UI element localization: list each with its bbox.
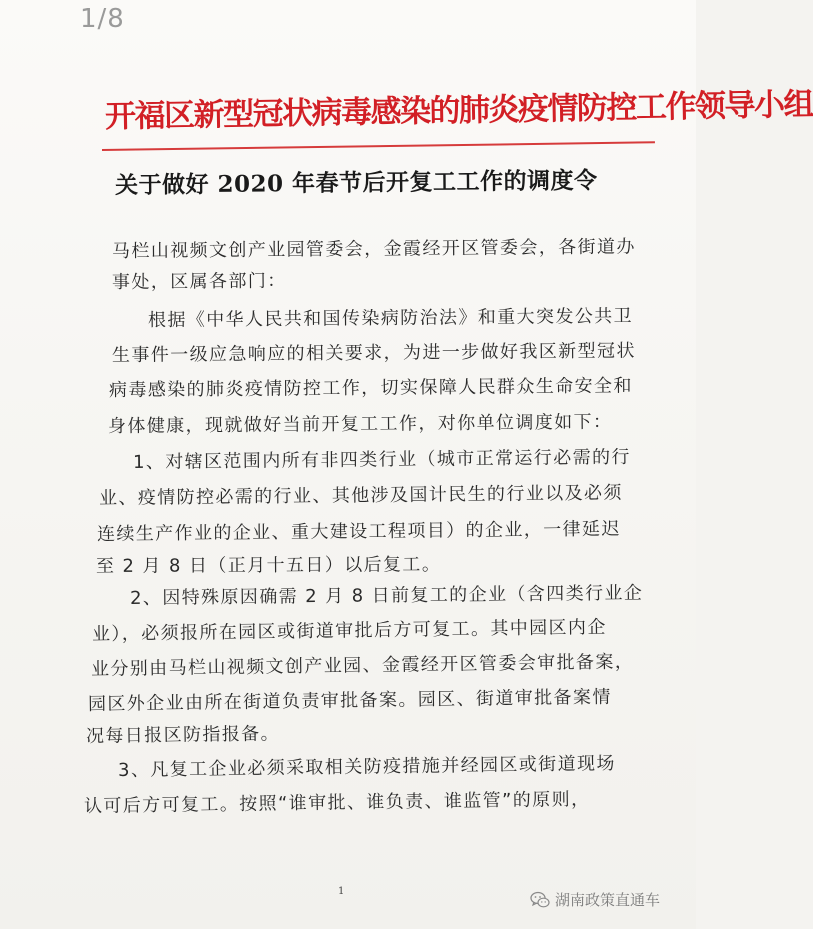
- body-line: 3、凡复工企业必须采取相关防疫措施并经园区或街道现场: [117, 753, 616, 781]
- body-line: 身体健康，现就做好当前开复工工作，对你单位调度如下：: [107, 411, 613, 437]
- footer-page-number: 1: [338, 886, 345, 897]
- body-line: 马栏山视频文创产业园管委会，金霞经开区管委会，各街道办: [111, 236, 636, 262]
- body-line: 业、疫情防控必需的行业、其他涉及国计民生的行业以及必须: [98, 482, 623, 509]
- page-indicator: 1/8: [80, 4, 125, 34]
- body-line: 根据《中华人民共和国传染病防治法》和重大突发公共卫: [147, 305, 634, 331]
- watermark-text: 湖南政策直通车: [555, 891, 661, 909]
- body-line: 事处，区属各部门：: [111, 270, 287, 293]
- watermark: [530, 889, 660, 910]
- body-line: 至 2 月 8 日（正月十五日）以后复工。: [95, 554, 442, 577]
- body-line: 病毒感染的肺炎疫情防控工作，切实保障人民群众生命安全和: [108, 375, 633, 401]
- body-line: 况每日报区防指报备。: [85, 723, 281, 747]
- body-line: 1、对辖区范围内所有非四类行业（城市正常运行必需的行: [132, 446, 631, 473]
- body-line: 生事件一级应急响应的相关要求，为进一步做好我区新型冠状: [111, 340, 636, 366]
- body-line: 2、因特殊原因确需 2 月 8 日前复工的企业（含四类行业企: [129, 582, 644, 609]
- body-line: 连续生产作业的企业、重大建设工程项目）的企业，一律延迟: [96, 518, 621, 545]
- body-line: 业），必须报所在园区或街道审批后方可复工。其中园区内企: [91, 616, 607, 645]
- issuer-header: 开福区新型冠状病毒感染的肺炎疫情防控工作领导小组: [104, 86, 813, 135]
- body-line: 园区外企业由所在街道负责审批备案。园区、街道审批备案情: [87, 686, 612, 715]
- body-line: 认可后方可复工。按照“谁审批、谁负责、谁监管”的原则，: [83, 788, 591, 817]
- body-line: 业分别由马栏山视频文创产业园、金霞经开区管委会审批备案，: [90, 651, 635, 680]
- document-title: 关于做好 2020 年春节后开复工工作的调度令: [114, 166, 598, 199]
- wechat-icon: [530, 891, 550, 909]
